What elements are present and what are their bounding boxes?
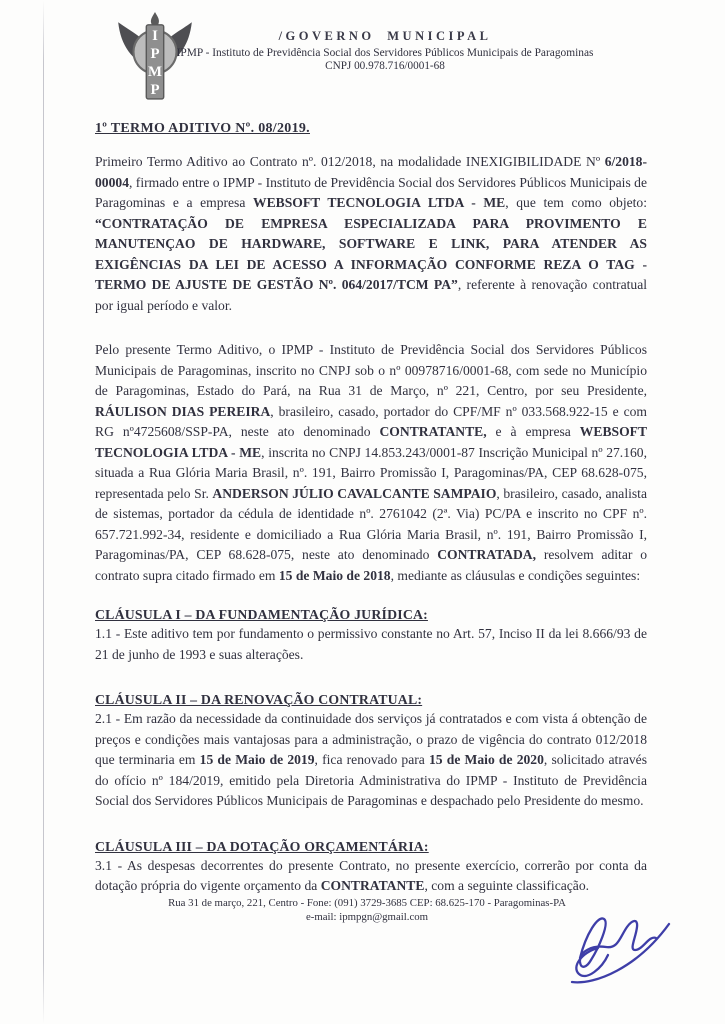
signature-scribble-icon: [563, 898, 681, 994]
emphasized-text: 15 de Maio de 2018: [278, 567, 391, 583]
clause-1-heading: CLÁUSULA I – DA FUNDAMENTAÇÃO JURÍDICA:: [95, 607, 428, 622]
emphasized-text: ANDERSON JÚLIO CAVALCANTE SAMPAIO: [212, 485, 497, 501]
logo-letter: P: [150, 46, 160, 63]
body-text: Pelo presente Termo Aditivo, o IPMP - Instituto de Previdência Social dos Servidores Públicos Municipais de Paragominas, inscrito no CNPJ sob o nº 00978716/0001-68, com sede no Município de Paragominas, Estado do Pará, na Rua 31 de Março, nº 221, Centro, por seu Presidente,: [95, 342, 647, 398]
body-text: 1.1 - Este aditivo tem por fundamento o permissivo constante no Art. 57, Inciso II da lei 8.666/93 de 21 de junho de 1993 e suas alterações.: [95, 626, 647, 662]
body-text: 3.1 - As despesas decorrentes do presente Contrato, no presente exercício, correrão por conta da dotação própria do vigente orçamento da: [95, 857, 647, 893]
emphasized-text: “CONTRATAÇÃO DE EMPRESA ESPECIALIZADA PARA PROVIMENTO E MANUTENÇAO DE HARDWARE, SOFTWARE E LINK, PARA ATENDER AS EXIGÊNCIAS DA LEI DE ACESSO A INFORMAÇÃO CONFORME REZA O TAG - TERMO DE AJUSTE DE GESTÃO Nº. 064/2017/TCM PA”: [95, 215, 647, 292]
emphasized-text: WEBSOFT TECNOLOGIA LTDA - ME: [95, 424, 648, 460]
cnpj-line: CNPJ 00.978.716/0001-68: [325, 60, 445, 72]
clause-2-body: [95, 709, 647, 812]
clause-1-section: [95, 606, 647, 665]
body-text: e à empresa: [486, 424, 580, 439]
body-text: resolvem aditar o contrato supra citado firmado em: [95, 547, 647, 583]
body-text: , mediante as cláusulas e condições seguintes:: [390, 567, 641, 583]
emphasized-text: 15 de Maio de 2019: [199, 752, 315, 767]
logo-letter: M: [148, 63, 162, 80]
institute-name-line: IPMP - Instituto de Previdência Social dos Servidores Públicos Municipais de Paragominas: [176, 47, 594, 59]
emphasized-text: 15 de Maio de 2020: [429, 752, 544, 767]
body-text: 2.1 - Em razão da necessidade da continuidade dos serviços já contratados e com vista á obtenção de preços e condições mais vantajosas para a administração, o prazo de vigência do contrato 012/2018 que terminaria em: [95, 711, 647, 767]
body-text: , firmado entre o IPMP - Instituto de Previdência Social dos Servidores Públicos Municipais de Paragominas e a empresa: [95, 174, 647, 210]
logo-letter: I: [152, 28, 158, 45]
footer-address-line: Rua 31 de março, 221, Centro - Fone: (091) 3729-3685 CEP: 68.625-170 - Paragominas-PA: [168, 897, 566, 909]
government-line: /GOVERNO MUNICIPAL: [278, 29, 492, 43]
body-text: , com a seguinte classificação.: [424, 878, 590, 893]
footer-email-line: e-mail: ipmpgn@gmail.com: [305, 911, 429, 923]
clause-3-section: [95, 838, 647, 897]
emphasized-text: CONTRATANTE,: [379, 424, 487, 439]
logo-letter: P: [150, 81, 160, 98]
body-text: , que tem como objeto:: [505, 195, 647, 210]
scan-artifact-line: [43, 0, 44, 1024]
clause-3-heading: CLÁUSULA III – DA DOTAÇÃO ORÇAMENTÁRIA:: [95, 838, 429, 854]
body-text: , referente à renovação contratual por igual período e valor.: [95, 277, 648, 313]
emphasized-text: CONTRATANTE: [320, 878, 425, 893]
body-text: , brasileiro, casado, analista de sistemas, portador da cédula de identidade nº. 2761042 (2ª. Via) PC/PA e inscrito no CPF nº. 657.721.992-34, residente e domiciliado a Rua Glória Maria Brasil, nº. 191, Bairro Promissão I, Paragominas/PA, CEP 68.628-075, neste ato denominado: [95, 485, 647, 562]
body-text: , brasileiro, casado, portador do CPF/MF nº 033.568.922-15 e com RG nº4725608/SSP-PA, neste ato denominado: [95, 403, 647, 439]
body-text: , fica renovado para: [314, 752, 429, 767]
clause-2-section: [95, 691, 647, 812]
clause-3-body: [95, 856, 647, 897]
emphasized-text: CONTRATADA,: [437, 547, 537, 562]
document-title: 1º TERMO ADITIVO Nº. 08/2019.: [95, 121, 310, 136]
body-text: , solicitado através do ofício nº 184/2019, emitido pela Diretoria Administrativa do IPMP - Instituto de Previdência Social dos Servidores Públicos Municipais de Paragominas e despachado pelo Presidente do mesmo.: [95, 752, 647, 808]
clause-2-heading: CLÁUSULA II – DA RENOVAÇÃO CONTRATUAL:: [95, 692, 423, 707]
intro-paragraph: [95, 152, 647, 316]
emphasized-text: RÁULISON DIAS PEREIRA: [95, 403, 271, 419]
footer-address: [102, 896, 632, 924]
body-text: , inscrita no CNPJ 14.853.243/0001-87 Inscrição Municipal nº 27.160, situada a Rua Glória Maria Brasil, nº. 191, Bairro Promissão I, Paragominas/PA, CEP 68.628-075, representada pelo Sr.: [95, 444, 647, 501]
emphasized-text: 6/2018-00004: [95, 154, 647, 190]
clause-1-body: [95, 624, 647, 665]
letterhead: [170, 29, 600, 72]
body-text: Primeiro Termo Aditivo ao Contrato nº. 012/2018, na modalidade INEXIGIBILIDADE Nº: [95, 154, 605, 169]
document-body: [95, 119, 647, 923]
parties-paragraph: [95, 340, 647, 586]
emphasized-text: WEBSOFT TECNOLOGIA LTDA - ME: [252, 195, 506, 210]
